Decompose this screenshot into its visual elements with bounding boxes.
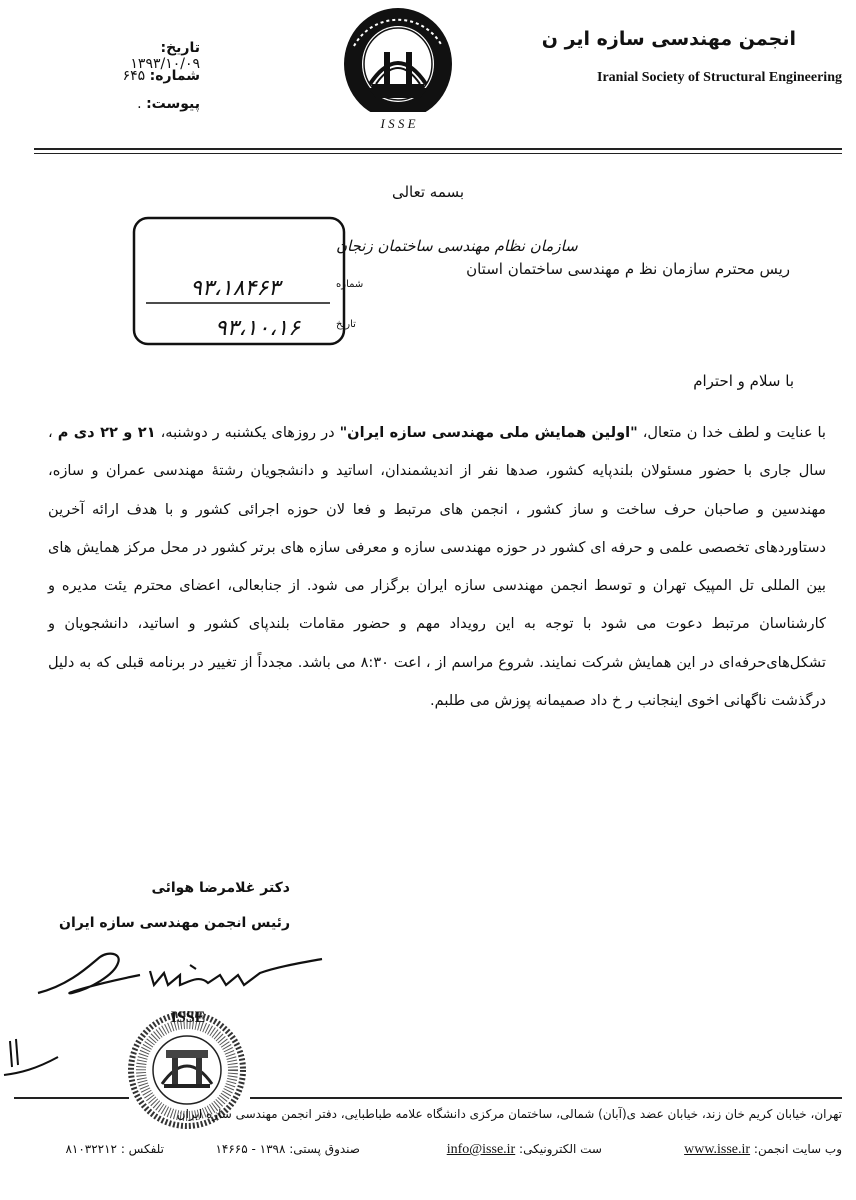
footer-address: تهران، خیابان کریم خان زند، خیابان عضد ی(آبان) شمالی، ساختمان مرکزی دانشگاه علامه طباطبایی، دفتر انجمن مهندسی سازه ایران xyxy=(176,1107,842,1121)
website-link[interactable]: www.isse.ir xyxy=(684,1142,751,1157)
header-divider-thin xyxy=(34,153,842,154)
signer-title: رئیس انجمن مهندسی سازه ایران xyxy=(59,915,290,931)
letter-body xyxy=(48,414,826,720)
body-part-1: با عنایت و لطف خدا ن متعال، xyxy=(637,424,826,441)
stamp-number-label: شماره xyxy=(336,279,364,290)
bismillah-heading: بسمه تعالی xyxy=(391,183,465,201)
attachment-value: . xyxy=(137,96,142,112)
greeting: با سلام و احترام xyxy=(693,372,794,390)
organization-name-en: Iranial Society of Structural Engineering xyxy=(597,70,842,85)
recipient-line: ریس محترم سازمان نظ م مهندسی ساختمان استان xyxy=(466,260,790,278)
body-part-3: ، سال جاری با حضور مسئولان بلندپایه کشور، صدها نفر از اندیشمندان، اساتید و دانشجویان رشتهٔ مهندسی عمران و سازه، مهندسین و صاحبان حرف ساخت و ساز کشور ، انجمن های مرتبط و فعا لان حوزه اجرائی کشور و با هدف ارائه آخرین دستاوردهای تخصصی علمی و حرفه ای کشور در حوزه مهندسی سازه و معرفی سازه های برتر کشور در محل مرکز همایش های بین المللی تل المپیک تهران و توسط انجمن مهندسی سازه ایران برگزار می شود. از جنابعالی، اعضای محترم یئت مدیره و کارشناسان مرتبط دعوت می شود با توجه به این رویداد مهم و حضور مقامات بلندپای کشور و اساتید، دانشجویان و تشکل‌های‌حرفه‌ای در این همایش شرکت نمایند. شروع مراسم از ، اعت ۸:۳۰ می باشد. مجدداً از تغییر در برنامه قبلی که به دلیل درگذشت ناگهانی اخوی اینجانب ر خ داد صمیمانه پوزش می طلبم. xyxy=(48,424,826,710)
signer-name: دکتر غلامرضا هوائی xyxy=(151,880,290,896)
handwritten-signature xyxy=(30,945,330,1005)
letter-attachment xyxy=(100,96,200,112)
email-link[interactable]: info@isse.ir xyxy=(446,1142,516,1157)
logo-text: I S S E xyxy=(380,116,416,131)
footer-email xyxy=(447,1142,602,1158)
seal-text: ISSE xyxy=(170,1009,206,1026)
fax-label: تلفکس : xyxy=(120,1142,164,1156)
received-stamp xyxy=(130,215,578,347)
margin-mark xyxy=(0,1035,60,1085)
date-value: ۱۳۹۳/۱۰/۰۹ xyxy=(130,56,200,72)
pobox-label: صندوق پستی: xyxy=(289,1142,360,1156)
pobox-value: ۱۳۹۸ - ۱۴۶۶۵ xyxy=(215,1142,286,1156)
event-name: "اولین همایش ملی مهندسی سازه ایران" xyxy=(339,424,638,441)
number-label: شماره: xyxy=(149,68,200,84)
fax-value: ۸۱۰۳۲۲۱۲ xyxy=(65,1142,117,1156)
footer-fax xyxy=(65,1142,164,1156)
email-label: ست الکترونیکی: xyxy=(519,1142,602,1156)
isse-logo-icon xyxy=(340,6,456,134)
footer-contacts xyxy=(14,1142,842,1162)
event-dates: ۲۱ و ۲۲ دی م xyxy=(57,424,156,441)
stamp-number: ۹۳،۱۸۴۶۳ xyxy=(190,276,280,301)
website-label: وب سایت انجمن: xyxy=(753,1142,842,1156)
date-label: تاریخ: xyxy=(160,40,200,56)
number-value: ۶۴۵ xyxy=(122,68,146,84)
footer-pobox xyxy=(215,1142,360,1156)
body-part-2: در روزهای یکشنبه ر دوشنبه، xyxy=(155,424,340,441)
footer-divider-left xyxy=(14,1097,129,1099)
stamp-org: سازمان نظام مهندسی ساختمان زنجان xyxy=(336,237,578,255)
attachment-label: پیوست: xyxy=(146,96,200,112)
stamp-date: ۹۳،۱۰،۱۶ xyxy=(214,316,300,341)
letter-number xyxy=(100,68,200,84)
footer-website xyxy=(684,1142,842,1158)
footer-divider-right xyxy=(250,1097,842,1099)
organization-name-fa: انجمن مهندسی سازه ایر ن xyxy=(541,28,796,50)
header-divider xyxy=(34,148,842,150)
stamp-date-label: تاریخ xyxy=(336,319,356,330)
